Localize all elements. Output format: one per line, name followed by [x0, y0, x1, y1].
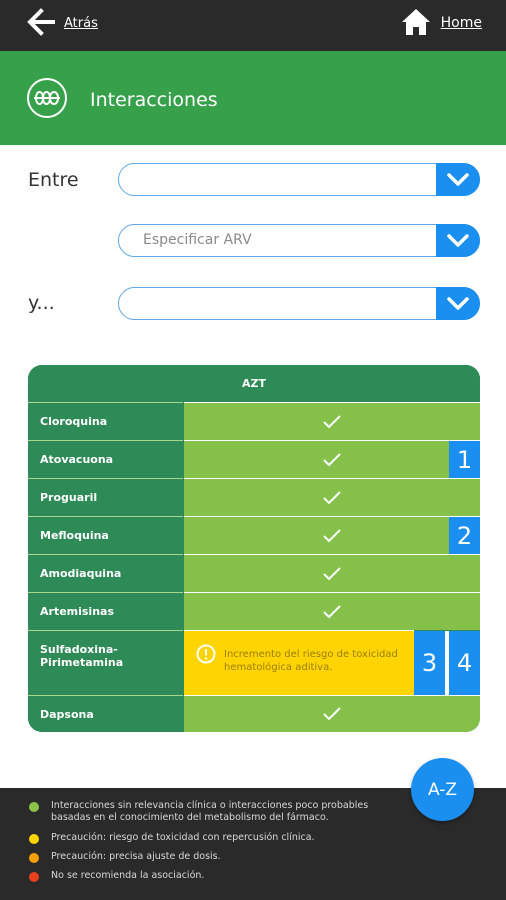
- back-label: Atrás: [64, 15, 98, 31]
- reference-4-button[interactable]: 4: [449, 631, 480, 695]
- table-row[interactable]: [28, 402, 480, 440]
- check-icon: [322, 566, 342, 582]
- arrow-left-icon: [26, 7, 56, 37]
- interactions-logo-icon: [27, 78, 67, 118]
- drug-name: Proguaril: [28, 478, 183, 516]
- table-row[interactable]: [28, 592, 480, 630]
- table-row[interactable]: [28, 478, 480, 516]
- drug-select-1-toggle[interactable]: [436, 163, 480, 196]
- status-ok: [184, 695, 480, 732]
- interaction-table: [28, 365, 480, 732]
- home-icon: [401, 8, 431, 36]
- table-row[interactable]: [28, 554, 480, 592]
- check-icon: [322, 604, 342, 620]
- legend-text: Interacciones sin relevancia clínica o interacciones poco probables basadas en el conocimiento del metabolismo del fármaco.: [51, 800, 369, 823]
- status-ok: [184, 516, 480, 554]
- legend-item: [29, 851, 381, 863]
- legend-dot: [29, 853, 39, 863]
- table-row[interactable]: [28, 630, 480, 695]
- chevron-down-icon: [447, 234, 469, 248]
- check-icon: [322, 490, 342, 506]
- legend-dot: [29, 872, 39, 882]
- legend-dot: [29, 834, 39, 844]
- arv-select-placeholder: Especificar ARV: [143, 232, 252, 248]
- status-ok: [184, 592, 480, 630]
- check-icon: [322, 452, 342, 468]
- legend-item: [29, 800, 381, 824]
- legend-text: Precaución: riesgo de toxicidad con repercusión clínica.: [51, 832, 315, 843]
- and-label: y...: [28, 292, 55, 314]
- top-bar: [0, 0, 506, 51]
- warning-text: Incremento del riesgo de toxicidad hematológica aditiva.: [224, 649, 398, 673]
- back-button[interactable]: [26, 7, 98, 37]
- reference-1-button[interactable]: 1: [449, 441, 480, 478]
- drug-name: Artemisinas: [28, 592, 183, 630]
- between-label: Entre: [28, 169, 79, 191]
- home-label: Home: [440, 15, 482, 31]
- drug-name: Amodiaquina: [28, 554, 183, 592]
- chevron-down-icon: [447, 173, 469, 187]
- status-ok: [184, 478, 480, 516]
- legend-text: No se recomienda la asociación.: [51, 870, 205, 881]
- reference-3-button[interactable]: 3: [414, 631, 445, 695]
- table-header: AZT: [28, 365, 480, 402]
- legend-item: [29, 870, 381, 882]
- status-ok: [184, 554, 480, 592]
- drug-select-2-toggle[interactable]: [436, 287, 480, 320]
- arv-select-toggle[interactable]: [436, 224, 480, 257]
- table-row[interactable]: [28, 440, 480, 478]
- check-icon: [322, 706, 342, 722]
- status-warning: [184, 630, 414, 695]
- alert-icon: [196, 644, 216, 664]
- legend-dot: [29, 802, 39, 812]
- drug-select-2[interactable]: [118, 287, 480, 320]
- check-icon: [322, 414, 342, 430]
- page-title: Interacciones: [90, 89, 218, 111]
- arv-select[interactable]: [118, 224, 480, 257]
- drug-name: Atovacuona: [28, 440, 183, 478]
- drug-name: Cloroquina: [28, 402, 183, 440]
- home-button[interactable]: [401, 8, 482, 36]
- legend-text: Precaución: precisa ajuste de dosis.: [51, 851, 221, 862]
- chevron-down-icon: [447, 297, 469, 311]
- reference-2-button[interactable]: 2: [449, 517, 480, 554]
- status-ok: [184, 402, 480, 440]
- drug-select-1[interactable]: [118, 163, 480, 196]
- page-header: [0, 51, 506, 145]
- status-ok: [184, 440, 480, 478]
- table-row[interactable]: [28, 695, 480, 732]
- table-row[interactable]: [28, 516, 480, 554]
- legend-item: [29, 832, 381, 844]
- drug-name: Sulfadoxina-Pirimetamina: [28, 630, 183, 695]
- check-icon: [322, 528, 342, 544]
- drug-name: Dapsona: [28, 695, 183, 732]
- drug-name: Mefloquina: [28, 516, 183, 554]
- az-index-button[interactable]: A-Z: [411, 758, 474, 821]
